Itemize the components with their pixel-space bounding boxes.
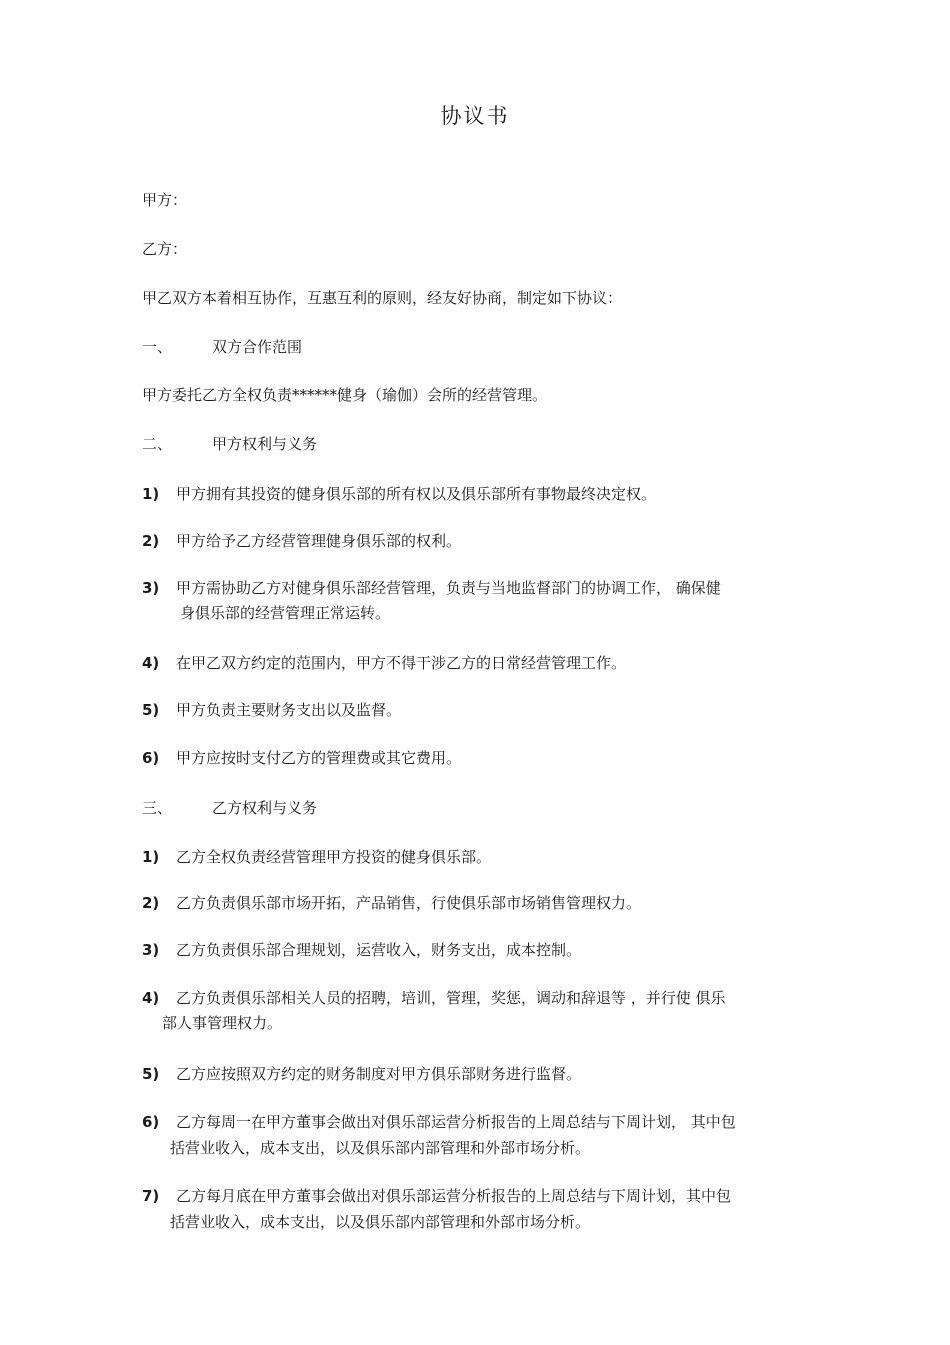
- list-item: [142, 482, 656, 507]
- section-title: 乙方权利与义务: [212, 799, 318, 817]
- item-number: 3): [142, 579, 160, 597]
- list-item: [142, 651, 626, 676]
- list-item: [142, 1184, 731, 1209]
- item-number: 4): [142, 989, 160, 1007]
- item-number: 3): [142, 941, 160, 959]
- item-text: 甲方需协助乙方对健身俱乐部经营管理，负责与当地监督部门的协调工作， 确保健: [176, 579, 721, 597]
- item-text: 乙方每月底在甲方董事会做出对俱乐部运营分析报告的上周总结与下周计划，其中包: [176, 1187, 732, 1205]
- list-item: [142, 1110, 736, 1135]
- item-text: 乙方每周一在甲方董事会做出对俱乐部运营分析报告的上周总结与下周计划， 其中包: [176, 1113, 736, 1131]
- list-item: [142, 891, 641, 916]
- document-title: 协议书: [440, 104, 510, 128]
- section-1-body: 甲方委托乙方全权负责******健身（瑜伽）会所的经营管理。: [142, 386, 548, 404]
- section-title: 甲方权利与义务: [212, 435, 318, 453]
- item-number: 7): [142, 1187, 160, 1205]
- item-text: 甲方应按时支付乙方的管理费或其它费用。: [176, 749, 462, 767]
- list-item: [142, 529, 461, 554]
- item-text: 在甲乙双方约定的范围内，甲方不得干涉乙方的日常经营管理工作。: [176, 654, 627, 672]
- section-heading-1: [142, 335, 302, 360]
- item-text: 甲方拥有其投资的健身俱乐部的所有权以及俱乐部所有事物最终决定权。: [176, 485, 657, 503]
- item-text: 甲方负责主要财务支出以及监督。: [176, 701, 402, 719]
- item-continuation: 括营业收入，成本支出，以及俱乐部内部管理和外部市场分析。: [170, 1139, 591, 1157]
- section-number: 三、: [142, 799, 173, 817]
- item-number: 1): [142, 485, 160, 503]
- item-number: 4): [142, 654, 160, 672]
- section-title: 双方合作范围: [212, 338, 303, 356]
- item-text: 乙方负责俱乐部合理规划，运营收入，财务支出，成本控制。: [176, 941, 582, 959]
- item-number: 1): [142, 848, 160, 866]
- party-b-label: 乙方：: [142, 240, 188, 258]
- item-text: 乙方负责俱乐部相关人员的招聘，培训，管理，奖惩，调动和辞退等 ，并行使 俱乐: [176, 989, 726, 1007]
- item-number: 2): [142, 532, 160, 550]
- item-number: 5): [142, 1065, 160, 1083]
- list-item: [142, 845, 491, 870]
- party-a-label: 甲方：: [142, 191, 188, 209]
- list-item: [142, 576, 721, 601]
- list-item: [142, 746, 461, 771]
- item-text: 甲方给予乙方经营管理健身俱乐部的权利。: [176, 532, 462, 550]
- item-continuation: 括营业收入，成本支出，以及俱乐部内部管理和外部市场分析。: [170, 1213, 591, 1231]
- item-number: 2): [142, 894, 160, 912]
- item-text: 乙方负责俱乐部市场开拓，产品销售，行使俱乐部市场销售管理权力。: [176, 894, 642, 912]
- list-item: [142, 698, 401, 723]
- section-number: 二、: [142, 435, 173, 453]
- section-heading-3: [142, 796, 317, 821]
- intro-paragraph: 甲乙双方本着相互协作，互惠互利的原则，经友好协商，制定如下协议：: [142, 289, 623, 307]
- item-continuation: 部人事管理权力。: [162, 1014, 283, 1032]
- item-continuation: 身俱乐部的经营管理正常运转。: [180, 604, 391, 622]
- item-number: 6): [142, 1113, 160, 1131]
- item-text: 乙方全权负责经营管理甲方投资的健身俱乐部。: [176, 848, 492, 866]
- list-item: [142, 986, 726, 1011]
- item-text: 乙方应按照双方约定的财务制度对甲方俱乐部财务进行监督。: [176, 1065, 582, 1083]
- list-item: [142, 1062, 581, 1087]
- item-number: 5): [142, 701, 160, 719]
- list-item: [142, 938, 581, 963]
- item-number: 6): [142, 749, 160, 767]
- section-number: 一、: [142, 338, 173, 356]
- section-heading-2: [142, 432, 317, 457]
